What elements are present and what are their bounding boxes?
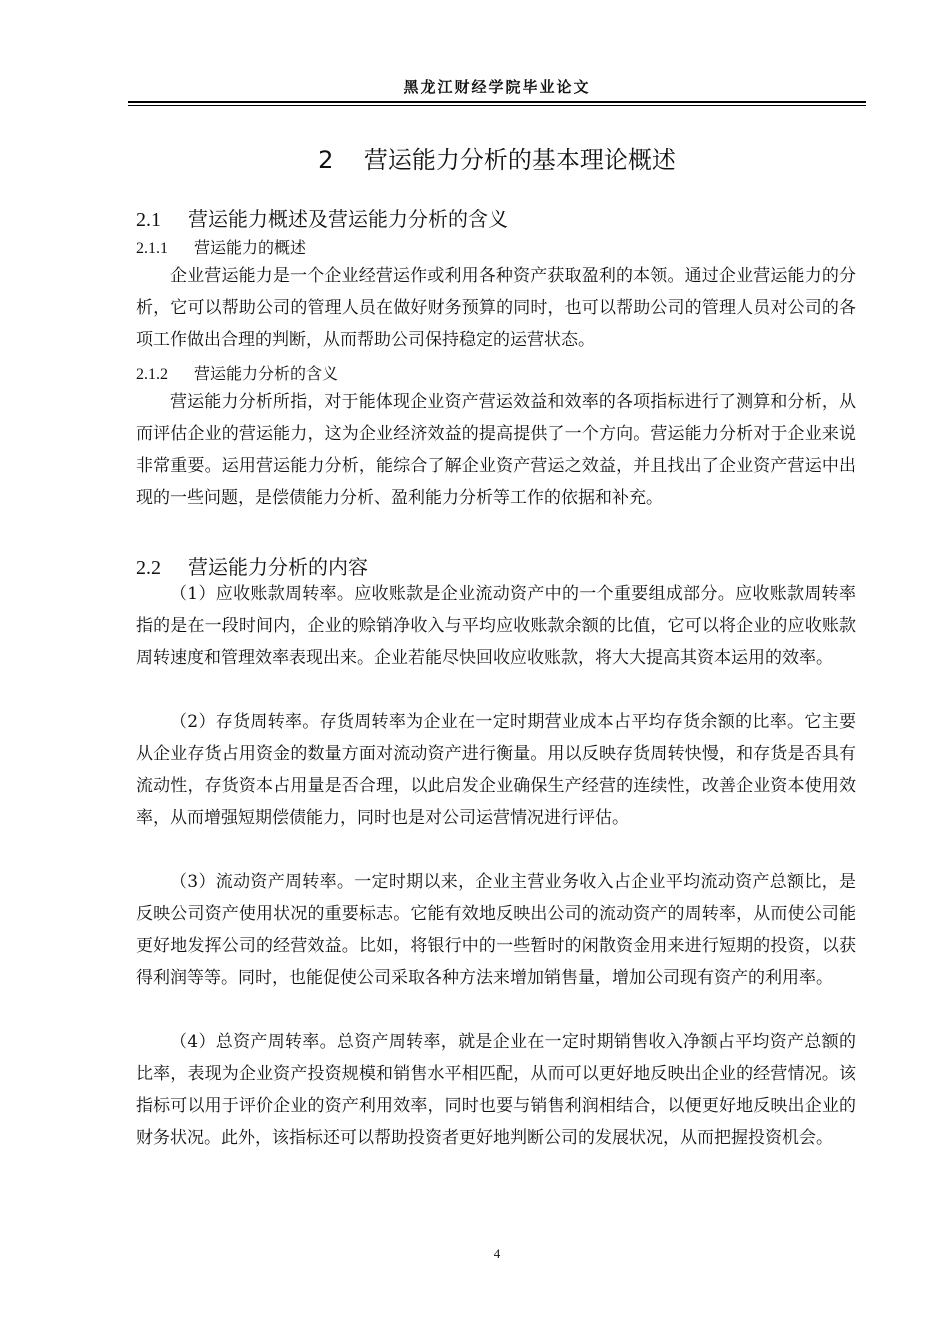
header-divider <box>128 101 866 106</box>
section-title: 营运能力概述及营运能力分析的含义 <box>188 207 508 231</box>
chapter-title-text: 营运能力分析的基本理论概述 <box>363 146 676 174</box>
section-number: 2.1 <box>136 209 161 231</box>
section-heading-2-1 <box>136 203 508 232</box>
section-number: 2.2 <box>136 557 161 579</box>
subsection-number: 2.1.1 <box>136 240 168 257</box>
running-header: 黑龙江财经学院毕业论文 <box>403 78 591 96</box>
subsection-heading-2-1-2 <box>136 361 338 384</box>
subsection-title: 营运能力分析的含义 <box>194 364 339 383</box>
paragraph-current-assets-turnover: （3）流动资产周转率。一定时期以来，企业主营业务收入占企业平均流动资产总额比，是反映公司资产使用状况的重要标志。它能有效地反映出公司的流动资产的周转率，从而使公司能更好地发挥公司的经营效益。比如，将银行中的一些暂时的闲散资金用来进行短期的投资，以获得利润等等。同时，也能促使公司采取各种方法来增加销售量，增加公司现有资产的利用率。 <box>136 872 856 988</box>
paragraph-2-1-1: 企业营运能力是一个企业经营运作或利用各种资产获取盈利的本领。通过企业营运能力的分析，它可以帮助公司的管理人员在做好财务预算的同时，也可以帮助公司的管理人员对公司的各项工作做出合理的判断，从而帮助公司保持稳定的运营状态。 <box>136 266 856 350</box>
chapter-title <box>128 140 866 175</box>
paragraph-2-1-2: 营运能力分析所指，对于能体现企业资产营运效益和效率的各项指标进行了测算和分析，从而评估企业的营运能力，这为企业经济效益的提高提供了一个方向。营运能力分析对于企业来说非常重要。运用营运能力分析，能综合了解企业资产营运之效益，并且找出了企业资产营运中出现的一些问题，是偿债能力分析、盈利能力分析等工作的依据和补充。 <box>136 392 856 508</box>
page-number: 4 <box>493 1246 501 1261</box>
section-heading-2-2 <box>136 551 368 580</box>
subsection-number: 2.1.2 <box>136 366 168 383</box>
section-title: 营运能力分析的内容 <box>188 555 368 579</box>
paragraph-total-assets-turnover: （4）总资产周转率。总资产周转率，就是企业在一定时期销售收入净额占平均资产总额的比率，表现为企业资产投资规模和销售水平相匹配，从而可以更好地反映出企业的经营情况。该指标可以用于评价企业的资产利用效率，同时也要与销售利润相结合，以便更好地反映出企业的财务状况。此外，该指标还可以帮助投资者更好地判断公司的发展状况，从而把握投资机会。 <box>136 1032 856 1148</box>
subsection-heading-2-1-1 <box>136 235 306 258</box>
paragraph-inventory-turnover: （2）存货周转率。存货周转率为企业在一定时期营业成本占平均存货余额的比率。它主要从企业存货占用资金的数量方面对流动资产进行衡量。用以反映存货周转快慢，和存货是否具有流动性，存货资本占用量是否合理，以此启发企业确保生产经营的连续性，改善企业资本使用效率，从而增强短期偿债能力，同时也是对公司运营情况进行评估。 <box>136 712 856 828</box>
paragraph-receivables-turnover: （1）应收账款周转率。应收账款是企业流动资产中的一个重要组成部分。应收账款周转率指的是在一段时间内，企业的赊销净收入与平均应收账款余额的比值，它可以将企业的应收账款周转速度和管理效率表现出来。企业若能尽快回收应收账款，将大大提高其资本运用的效率。 <box>136 584 856 668</box>
subsection-title: 营运能力的概述 <box>194 238 307 257</box>
chapter-number: 2 <box>318 146 334 174</box>
